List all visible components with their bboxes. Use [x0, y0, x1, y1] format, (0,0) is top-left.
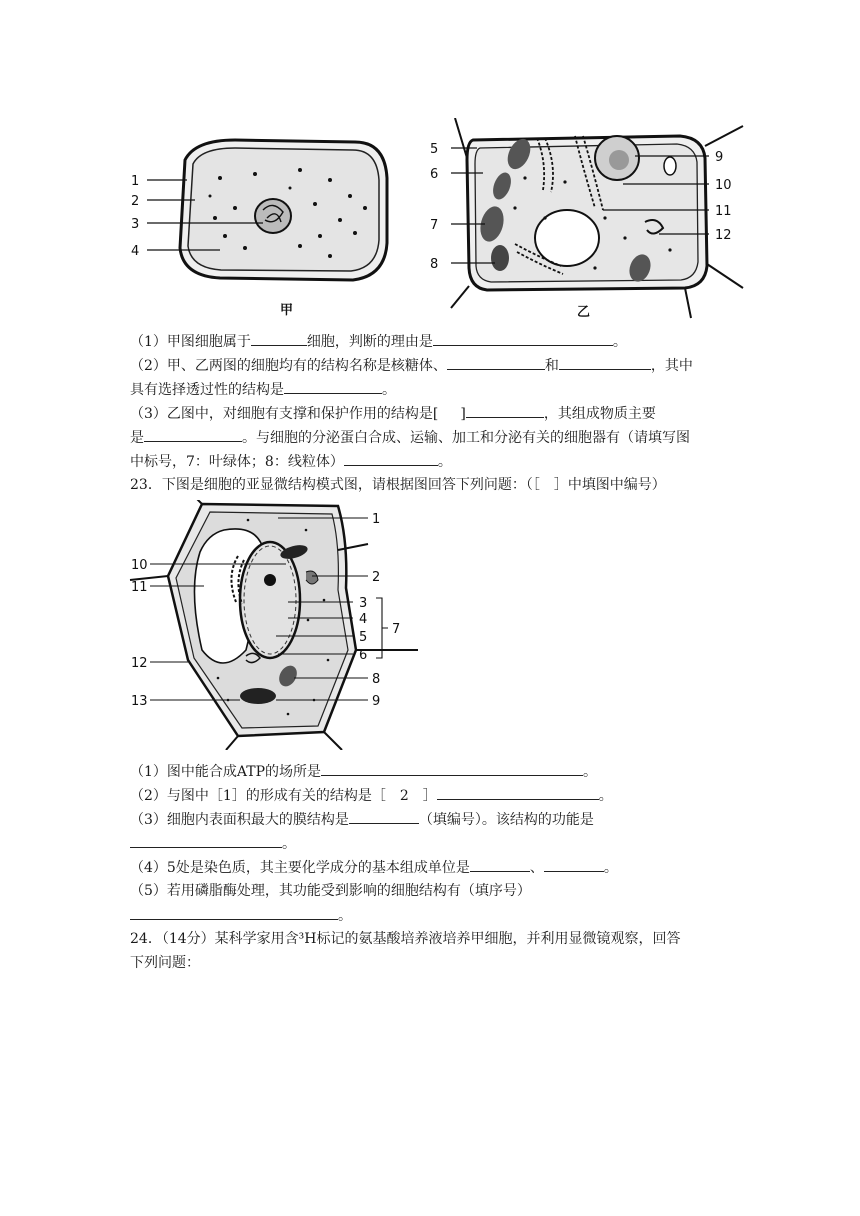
cell-yi-label-10: 10 [715, 178, 732, 193]
q24-line1: 24．（14分）某科学家用含³H标记的氨基酸培养液培养甲细胞，并利用显微镜观察，回答 [130, 931, 681, 947]
answer-blank[interactable] [559, 354, 651, 370]
plant-cell-label-12: 12 [131, 656, 148, 671]
answer-blank[interactable] [433, 330, 613, 346]
figure-cells-jia-yi [125, 118, 745, 328]
plant-cell-label-3: 3 [359, 596, 368, 611]
cell-jia-diagram [131, 140, 387, 318]
cell-yi-label-6: 6 [430, 167, 439, 182]
q23-part4: （4）5处是染色质，其主要化学成分的基本组成单位是 、 。 [130, 856, 735, 879]
q23-part3-cont: 。 [130, 832, 735, 855]
q22-part3-cont2: 中标号，7：叶绿体；8：线粒体） 。 [130, 450, 735, 473]
q23-part5: （5）若用磷脂酶处理，其功能受到影响的细胞结构有（填序号） [130, 883, 531, 899]
answer-blank[interactable] [437, 784, 599, 800]
q22-part2: （2）甲、乙两图的细胞均有的结构名称是核糖体、 和 ，其中 [130, 354, 735, 377]
q23-part3: （3）细胞内表面积最大的膜结构是 （填编号）。该结构的功能是 [130, 808, 735, 831]
cell-yi-label-5: 5 [430, 142, 439, 157]
figure-plant-cell [128, 500, 418, 750]
answer-blank[interactable] [251, 330, 307, 346]
cell-jia-label-2: 2 [131, 194, 140, 209]
plant-cell-label-2: 2 [372, 570, 381, 585]
answer-blank[interactable] [130, 832, 282, 848]
cell-yi-label-11: 11 [715, 204, 732, 219]
q23-part5-cont: 。 [130, 904, 735, 927]
answer-blank[interactable] [321, 760, 583, 776]
cell-jia-label-1: 1 [131, 174, 140, 189]
plant-cell-label-11: 11 [131, 580, 148, 595]
answer-blank[interactable] [544, 856, 604, 872]
plant-cell-label-10: 10 [131, 558, 148, 573]
plant-cell-label-1: 1 [372, 512, 381, 527]
q23-part1: （1）图中能合成ATP的场所是 。 [130, 760, 735, 783]
plant-cell-label-5: 5 [359, 630, 368, 645]
cell-jia-label-4: 4 [131, 244, 140, 259]
cell-yi-caption: 乙 [577, 305, 591, 320]
plant-cell-label-9: 9 [372, 694, 381, 709]
cell-yi-label-12: 12 [715, 228, 732, 243]
q22-part2-cont: 具有选择透过性的结构是 。 [130, 378, 735, 401]
answer-blank[interactable] [144, 426, 242, 442]
q24-line2: 下列问题： [130, 955, 200, 971]
cell-yi-label-7: 7 [430, 218, 439, 233]
answer-blank[interactable] [344, 450, 438, 466]
answer-blank[interactable] [470, 856, 530, 872]
answer-blank[interactable] [349, 808, 419, 824]
plant-cell-label-13: 13 [131, 694, 148, 709]
plant-cell-label-7: 7 [392, 622, 401, 637]
q23-title: 23．下图是细胞的亚显微结构模式图，请根据图回答下列问题：（［ ］中填图中编号） [130, 477, 666, 493]
answer-blank[interactable] [447, 354, 545, 370]
cell-yi-diagram [430, 118, 743, 320]
plant-cell-label-4: 4 [359, 612, 368, 627]
cell-jia-caption: 甲 [280, 303, 294, 318]
cell-yi-label-8: 8 [430, 257, 439, 272]
q22-part1: （1）甲图细胞属于 细胞，判断的理由是 。 [130, 330, 735, 353]
cell-jia-label-3: 3 [131, 217, 140, 232]
q22-part3-cont: 是 。与细胞的分泌蛋白合成、运输、加工和分泌有关的细胞器有（请填写图 [130, 426, 735, 449]
answer-blank[interactable] [466, 402, 544, 418]
answer-blank[interactable] [284, 378, 382, 394]
plant-cell-label-8: 8 [372, 672, 381, 687]
plant-cell-label-6: 6 [359, 648, 368, 663]
q22-part3: （3）乙图中，对细胞有支撑和保护作用的结构是[ ] ，其组成物质主要 [130, 402, 735, 425]
cell-yi-label-9: 9 [715, 150, 724, 165]
q23-part2: （2）与图中［1］的形成有关的结构是［ 2 ］ 。 [130, 784, 735, 807]
answer-blank[interactable] [130, 904, 338, 920]
